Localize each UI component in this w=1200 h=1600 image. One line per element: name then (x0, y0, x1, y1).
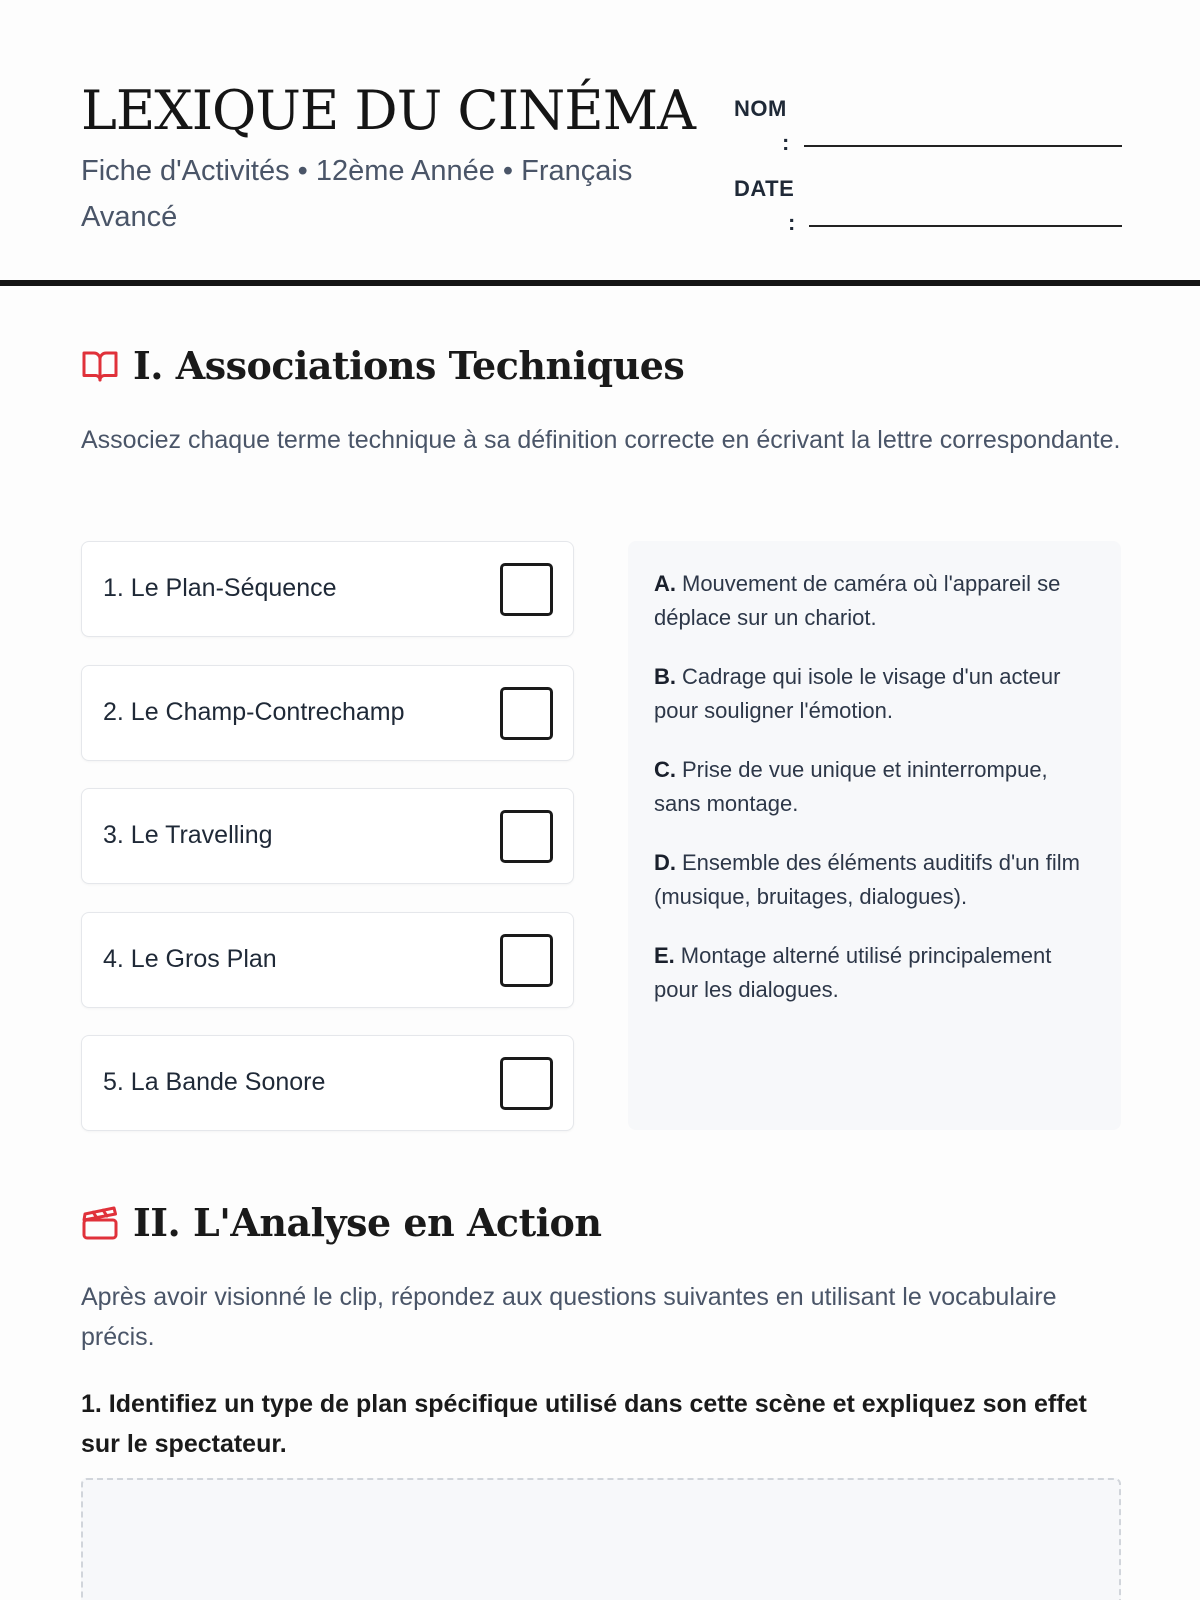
definition-text: Mouvement de caméra où l'appareil se déplace sur un chariot. (654, 571, 1061, 630)
student-fields (734, 92, 1122, 252)
answer-box[interactable] (500, 934, 553, 987)
definition-letter: E. (654, 943, 675, 968)
term-card (81, 541, 574, 637)
name-line[interactable] (804, 145, 1122, 147)
term-card (81, 788, 574, 884)
definition-text: Ensemble des éléments auditifs d'un film (musique, bruitages, dialogues). (654, 850, 1080, 909)
definition-item (654, 660, 1095, 728)
answer-box[interactable] (500, 687, 553, 740)
term-label: 4. Le Gros Plan (103, 944, 277, 973)
clapperboard-icon (81, 1205, 119, 1241)
term-label: 1. Le Plan-Séquence (103, 574, 337, 602)
section1-instructions: Associez chaque terme technique à sa définition correcte en écrivant la lettre correspondante. (81, 426, 1121, 454)
answer-box[interactable] (500, 563, 553, 616)
term-label: 3. Le Travelling (103, 821, 273, 849)
definition-letter: D. (654, 850, 676, 875)
header-divider (0, 280, 1200, 286)
definition-letter: A. (654, 571, 676, 596)
term-label: 5. La Bande Sonore (103, 1068, 326, 1096)
section2-title: II. L'Analyse en Action (133, 1200, 602, 1245)
definitions-panel (628, 541, 1121, 1130)
terms-list (81, 541, 574, 1159)
answer-box[interactable] (500, 1057, 553, 1110)
definition-letter: C. (654, 757, 676, 782)
page-subtitle: Fiche d'Activités • 12ème Année • Français Avancé (81, 155, 633, 233)
name-field[interactable] (734, 92, 1122, 172)
date-line[interactable] (809, 225, 1122, 227)
definition-text: Cadrage qui isole le visage d'un acteur pour souligner l'émotion. (654, 664, 1061, 723)
date-label: DATE (734, 176, 795, 201)
section1-heading (81, 343, 684, 388)
name-colon: : (782, 130, 790, 155)
definition-item (654, 567, 1095, 635)
definition-item (654, 753, 1095, 821)
section1-title: I. Associations Techniques (133, 343, 685, 388)
answer-area-1[interactable] (81, 1478, 1121, 1600)
page-title: LEXIQUE DU CINÉMA (81, 79, 695, 142)
section2-heading (81, 1200, 602, 1245)
name-label: NOM (734, 96, 787, 121)
definition-item (654, 846, 1095, 914)
definition-text: Montage alterné utilisé principalement pour les dialogues. (654, 943, 1052, 1002)
term-card (81, 912, 574, 1008)
definition-item (654, 939, 1095, 1007)
book-open-icon (81, 349, 119, 383)
term-label: 2. Le Champ-Contrechamp (103, 697, 405, 726)
header (81, 0, 1119, 288)
section2-instructions: Après avoir visionné le clip, répondez aux questions suivantes en utilisant le vocabulaire précis. (81, 1283, 1057, 1351)
definition-text: Prise de vue unique et ininterrompue, sans montage. (654, 757, 1048, 816)
term-card (81, 1035, 574, 1131)
term-card (81, 665, 574, 761)
answer-box[interactable] (500, 810, 553, 863)
question-1: 1. Identifiez un type de plan spécifique utilisé dans cette scène et expliquez son effet sur le spectateur. (81, 1390, 1087, 1458)
date-colon: : (788, 210, 796, 235)
definition-letter: B. (654, 664, 676, 689)
date-field[interactable] (734, 172, 1122, 252)
